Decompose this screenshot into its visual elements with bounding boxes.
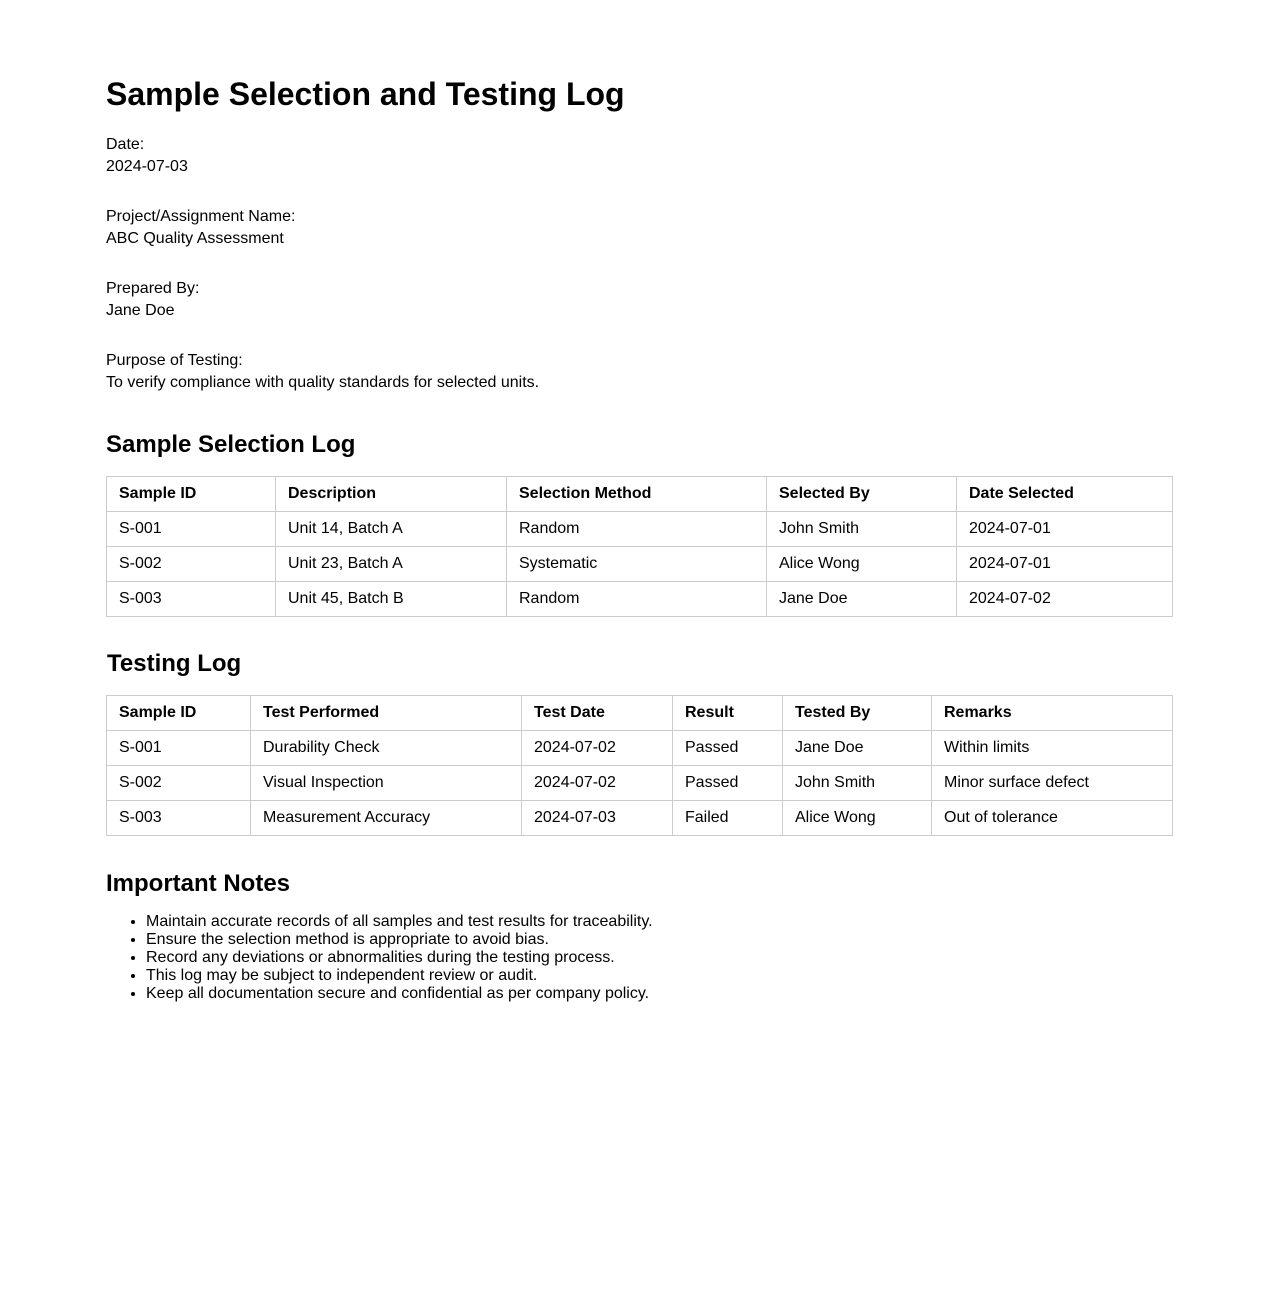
table-cell: Out of tolerance (932, 801, 1173, 836)
table-cell: 2024-07-02 (957, 582, 1173, 617)
table-cell: S-003 (107, 801, 251, 836)
table-cell: 2024-07-01 (957, 547, 1173, 582)
table-cell: S-001 (107, 512, 276, 547)
important-notes-heading: Important Notes (106, 870, 291, 897)
table-cell: Passed (673, 731, 783, 766)
selection-log-table (106, 476, 1173, 617)
list-item: • Record any deviations or abnormalities during the testing process. (146, 949, 1172, 967)
table-cell: Failed (673, 801, 783, 836)
table-cell: S-003 (107, 582, 276, 617)
table-cell: Unit 14, Batch A (276, 512, 507, 547)
table-cell: Minor surface defect (932, 766, 1173, 801)
project-field (106, 206, 1172, 250)
purpose-field (106, 350, 1172, 394)
column-header: Test Performed (251, 696, 522, 731)
prepared-by-field (106, 278, 1172, 322)
prepared-by-value: Jane Doe (106, 302, 175, 319)
column-header: Selection Method (507, 477, 767, 512)
date-label: Date: (106, 136, 145, 153)
table-row (107, 766, 1173, 801)
column-header: Tested By (783, 696, 932, 731)
column-header: Description (276, 477, 507, 512)
table-cell: S-002 (107, 766, 251, 801)
column-header: Sample ID (107, 696, 251, 731)
table-cell: 2024-07-02 (522, 766, 673, 801)
testing-log-heading: Testing Log (107, 650, 242, 677)
table-cell: Measurement Accuracy (251, 801, 522, 836)
table-cell: Visual Inspection (251, 766, 522, 801)
table-row (107, 547, 1173, 582)
table-cell: Systematic (507, 547, 767, 582)
column-header: Selected By (767, 477, 957, 512)
list-item: • This log may be subject to independent review or audit. (146, 967, 1172, 985)
project-label: Project/Assignment Name: (106, 208, 296, 225)
list-item: • Maintain accurate records of all samples and test results for traceability. (146, 913, 1172, 931)
table-row (107, 512, 1173, 547)
table-header-row (107, 696, 1173, 731)
purpose-label: Purpose of Testing: (106, 352, 243, 369)
table-cell: Unit 23, Batch A (276, 547, 507, 582)
table-cell: Random (507, 512, 767, 547)
column-header: Remarks (932, 696, 1173, 731)
table-row (107, 731, 1173, 766)
page-title: Sample Selection and Testing Log (106, 76, 625, 112)
table-row (107, 582, 1173, 617)
notes-list (106, 913, 1172, 1003)
purpose-value: To verify compliance with quality standards for selected units. (106, 374, 540, 391)
table-cell: Within limits (932, 731, 1173, 766)
column-header: Test Date (522, 696, 673, 731)
table-cell: Passed (673, 766, 783, 801)
testing-log-table (106, 695, 1173, 836)
table-cell: S-002 (107, 547, 276, 582)
date-field (106, 134, 1172, 178)
table-cell: Jane Doe (783, 731, 932, 766)
column-header: Sample ID (107, 477, 276, 512)
list-item: • Ensure the selection method is appropriate to avoid bias. (146, 931, 1172, 949)
table-cell: Jane Doe (767, 582, 957, 617)
selection-log-heading: Sample Selection Log (106, 431, 356, 458)
table-cell: John Smith (783, 766, 932, 801)
project-value: ABC Quality Assessment (106, 230, 284, 247)
table-header-row (107, 477, 1173, 512)
table-cell: 2024-07-02 (522, 731, 673, 766)
table-cell: Unit 45, Batch B (276, 582, 507, 617)
list-item: • Keep all documentation secure and confidential as per company policy. (146, 985, 1172, 1003)
table-cell: 2024-07-03 (522, 801, 673, 836)
date-value: 2024-07-03 (106, 158, 188, 175)
table-cell: John Smith (767, 512, 957, 547)
table-cell: 2024-07-01 (957, 512, 1173, 547)
table-cell: Alice Wong (783, 801, 932, 836)
table-row (107, 801, 1173, 836)
table-cell: S-001 (107, 731, 251, 766)
column-header: Result (673, 696, 783, 731)
prepared-by-label: Prepared By: (106, 280, 200, 297)
table-cell: Alice Wong (767, 547, 957, 582)
table-cell: Durability Check (251, 731, 522, 766)
table-cell: Random (507, 582, 767, 617)
column-header: Date Selected (957, 477, 1173, 512)
